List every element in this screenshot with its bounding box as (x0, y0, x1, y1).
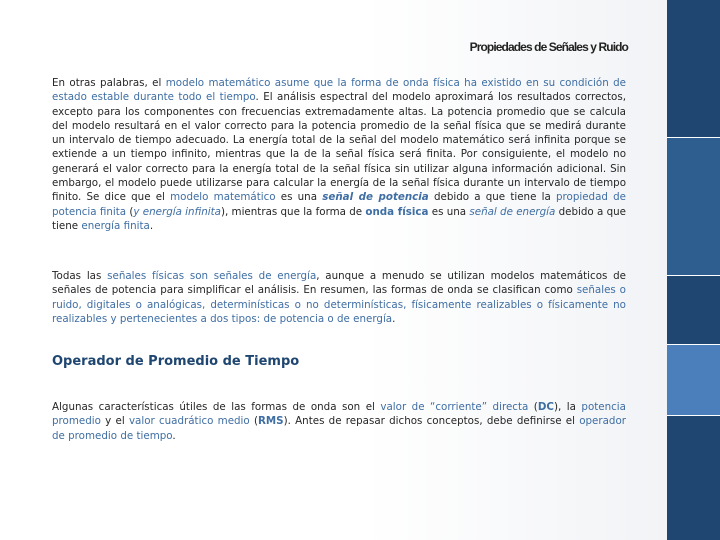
text-run: . (172, 429, 176, 442)
highlight-text: DC (537, 401, 554, 413)
text-run: debido a que tiene la (428, 191, 556, 204)
sidebar-block-2 (667, 138, 720, 275)
section-heading: Operador de Promedio de Tiempo (52, 354, 300, 369)
sidebar-decoration (667, 0, 720, 540)
highlight-text: modelo matemático (170, 191, 276, 204)
text-run: Todas las (52, 270, 108, 282)
sidebar-block-1 (667, 0, 720, 137)
slide-title: Propiedades de Señales y Ruido (469, 40, 628, 54)
highlight-text: y energía infinita (133, 205, 221, 218)
text-run: ). Antes de repasar dichos conceptos, debe definirse el (283, 415, 580, 428)
text-run: En otras palabras, el (52, 77, 166, 89)
text-run: debido a que tiene (52, 205, 627, 232)
highlight-text: modelo matemático asume que la forma de onda física ha existido en su condición de estado estable durante todo el tiempo (52, 77, 626, 104)
paragraph-3 (52, 400, 626, 443)
emphasis-text: señal de energía (469, 205, 556, 218)
text-run: . (392, 312, 396, 325)
highlight-text: onda física (365, 205, 429, 218)
paragraph-1 (52, 76, 626, 233)
highlight-text: propiedad de potencia finita (52, 191, 627, 218)
sidebar-block-3 (667, 276, 720, 344)
highlight-text: señales o ruido, digitales o analógicas, determinísticas o no determinísticas, físicamente realizables o físicamente no realizables y pertenecientes a dos tipos: de potencia o de energía (52, 284, 626, 325)
paragraph-2 (52, 269, 626, 326)
highlight-text: valor de “corriente” directa (380, 401, 529, 413)
highlight-text: señales físicas son señales de energía (107, 270, 317, 282)
text-run: Algunas características útiles de las formas de onda son el (52, 401, 381, 413)
text-run: ( (528, 401, 538, 413)
text-run: es una (428, 205, 470, 218)
text-run: ( (249, 415, 258, 428)
text-run: y el (100, 415, 129, 428)
sidebar-block-4 (667, 345, 720, 415)
text-run: ), mientras que la forma de (220, 205, 366, 218)
text-run: es una (275, 191, 323, 204)
highlight-text: valor cuadrático medio (128, 415, 250, 428)
text-run: , aunque a menudo se utilizan modelos matemáticos de señales de potencia para simplificar el análisis. En resumen, las formas de onda se clasifican como (52, 270, 626, 297)
highlight-text: energía finita (81, 219, 150, 232)
highlight-text: RMS (258, 415, 284, 428)
highlight-text: operador de promedio de tiempo (52, 415, 627, 442)
text-run: . (149, 219, 154, 232)
sidebar-block-5 (667, 416, 720, 540)
text-run: ), la (553, 401, 582, 413)
text-run: . El análisis espectral del modelo aproximará los resultados correctos, excepto para los componentes con frecuencias extremadamente altas. La potencia promedio que se calcula del modelo resultará en el valor correcto para la potencia promedio de la señal física que se medirá durante un intervalo de tiempo adecuado. La energía total de la señal del modelo matemático será infinita porque se extiende a un tiempo infinito, mientras que la de la señal física será finita. Por consiguiente, el modelo no generará el valor correcto para la energía total de la señal física sin utilizar alguna información adicional. Sin embargo, el modelo puede utilizarse para calcular la energía de la señal física durante un intervalo de tiempo finito. Se dice que el (52, 91, 626, 204)
highlight-text: potencia promedio (52, 401, 626, 428)
emphasis-text: señal de potencia (322, 191, 429, 204)
text-run: ( (126, 205, 134, 218)
